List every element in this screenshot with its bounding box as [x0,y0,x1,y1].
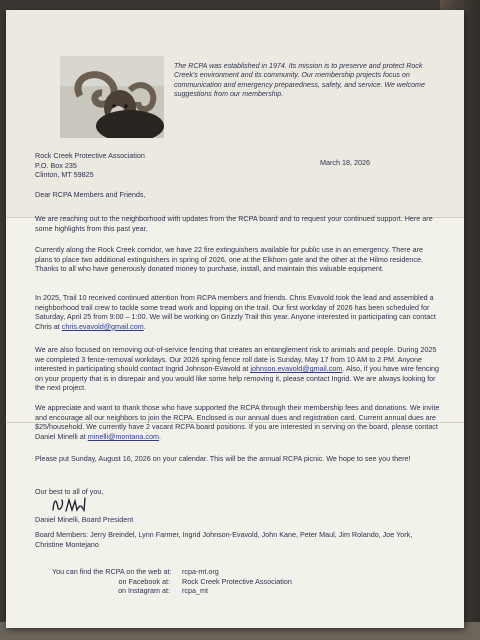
contact-links [52,567,292,596]
salutation: Dear RCPA Members and Friends, [35,190,146,199]
email-link-daniel[interactable]: minelli@montana.com [87,431,159,441]
paragraph-text: In 2025, Trail 10 received continued attention from RCPA members and friends. Chris Evavold took the lead and assembled a neighborhood trail crew to tackle some tread work and lopping on the trail. Our first workday of 2026 has been scheduled for Saturday, April 25 from 9:00 – 1:00. We will be working on Grizzly Trail this year. Anyone interested in participating can contact Chris at [35,293,436,331]
signatory-name: Daniel Minelli, Board President [35,515,134,524]
paragraph-intro: We are reaching out to the neighborhood with updates from the RCPA board and to request your continued support. Here are some highlights from this past year. [35,214,433,233]
intro-statement: The RCPA was established in 1974. Its mission is to preserve and protect Rock Creek's environment and its community. Our membership projects focus on communication and emergency preparedness, safety, and service. We welcome suggestions from our membership. [174,62,425,99]
paragraph-fire-extinguishers: Currently along the Rock Creek corridor, we have 22 fire extinguishers available for public use in an emergency. There are plans to place two additional extinguishers in spring of 2026, one at the Elkhorn gate and the other at the Hilmo residence. Thanks to all who have generously donated money to purchase, install, and maintain this valuable equipment. [35,245,424,274]
instagram-label: on Instagram at: [118,586,170,596]
paragraph-text: . [143,321,146,331]
sender-address [35,151,145,180]
bighorn-ram-image [60,56,164,138]
email-link-chris[interactable]: chris.evavold@gmail.com [61,321,144,331]
paragraph-fencing [35,345,440,393]
web-row [52,567,292,577]
paragraph-text: . Also, if you have wire fencing on your property that is in disrepair and you would like some help removing it, please contact Ingrid. We are always looking for the next project. [35,364,440,393]
facebook-row [52,577,292,587]
paragraph-text: We appreciate and want to thank those who have supported the RCPA through their membership fees and donations. We invite and encourage all our neighbors to join the RCPA. Enclosed is our annual dues and registration card. Current annual dues are $25/household. We currently have 2 vacant RCPA board positions. If you are interested in serving on the board, please contact Daniel Minelli at [35,403,440,441]
instagram-row [52,586,292,596]
instagram-link[interactable]: rcpa_mt [182,586,208,596]
paragraph-membership [35,403,440,441]
email-link-ingrid[interactable]: johnson.evavold@gmail.com [250,364,343,374]
handwritten-signature [50,494,90,516]
facebook-label: on Facebook at: [118,576,170,586]
paragraph-trail [35,293,440,331]
board-members: Board Members: Jerry Breindel, Lynn Farmer, Ingrid Johnson-Evavold, John Kane, Peter Maul, Jim Rolando, Joe York, Christine Montejano [35,530,413,549]
letter-date: March 18, 2026 [320,158,370,167]
paragraph-picnic: Please put Sunday, August 16, 2026 on your calendar. This will be the annual RCPA picnic. We hope to see you there! [35,454,411,463]
website-link[interactable]: rcpa-mt.org [182,567,219,576]
web-label: You can find the RCPA on the web at: [52,567,172,576]
closing-line: Our best to all of you, [35,487,104,496]
address-line: P.O. Box 235 [35,160,77,170]
paragraph-text: We are also focused on removing out-of-service fencing that creates an entanglement risk to animals and people. During 2025 we completed 3 fence-removal workdays. Our 2026 spring fence roll date is Sunday, May 17 from 10 AM to 2 PM. Anyone interested in participating should contact Ingrid Johnson-Evavold at [35,345,437,374]
facebook-link[interactable]: Rock Creek Protective Association [182,576,292,586]
address-line: Rock Creek Protective Association [35,151,145,160]
letter-page [6,10,464,628]
address-line: Clinton, MT 59825 [35,170,94,180]
paragraph-text: . [158,431,161,441]
